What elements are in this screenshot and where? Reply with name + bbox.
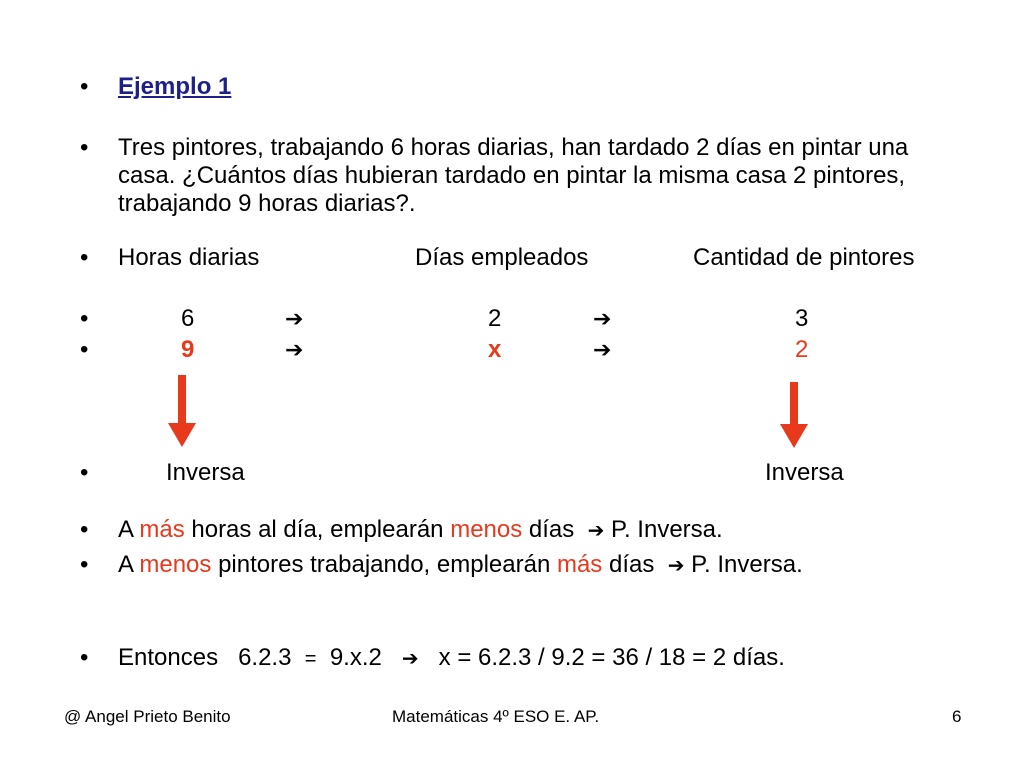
right-arrow-icon: ➔ — [593, 337, 612, 362]
bullet: • — [80, 336, 89, 363]
right-arrow-icon: ➔ — [401, 648, 419, 670]
row2-dias: x — [488, 336, 502, 363]
right-arrow-icon: ➔ — [593, 306, 612, 331]
problem-line-1: Tres pintores, trabajando 6 horas diarias, han tardado 2 días en pintar una — [118, 134, 909, 161]
conclusion-result: x = 6.2.3 / 9.2 = 36 / 18 = 2 días. — [438, 644, 785, 671]
bullet: • — [80, 644, 89, 671]
right-arrow-icon: ➔ — [285, 306, 304, 331]
row2-pintores: 2 — [795, 336, 809, 363]
down-arrow-icon — [168, 375, 196, 447]
footer-author: @ Angel Prieto Benito — [64, 707, 231, 726]
slide-title: Ejemplo 1 — [118, 73, 232, 100]
row1-dias: 2 — [488, 305, 502, 332]
bullet: • — [80, 551, 89, 578]
problem-line-3: trabajando 9 horas diarias?. — [118, 190, 416, 217]
bullet: • — [80, 244, 89, 271]
reason-text: días — [602, 551, 655, 578]
reason-text: A — [118, 516, 140, 543]
reason-text: A — [118, 551, 140, 578]
problem-line-2: casa. ¿Cuántos días hubieran tardado en pintar la misma casa 2 pintores, — [118, 162, 906, 189]
reason-keyword: menos — [450, 516, 523, 543]
bullet: • — [80, 73, 89, 100]
row1-horas: 6 — [181, 305, 195, 332]
header-dias: Días empleados — [415, 244, 589, 271]
reason-text: pintores trabajando, emplearán — [211, 551, 557, 578]
right-arrow-icon: ➔ — [285, 337, 304, 362]
reason-1 — [118, 516, 723, 545]
row1-pintores: 3 — [795, 305, 809, 332]
reason-keyword: menos — [139, 551, 212, 578]
inverse-label-left: Inversa — [166, 459, 245, 486]
reason-text: horas al día, emplearán — [184, 516, 451, 543]
bullet: • — [80, 459, 89, 486]
footer-page-number: 6 — [952, 707, 962, 726]
inverse-label-right: Inversa — [765, 459, 844, 486]
conclusion-text: Entonces 6.2.3 — [118, 644, 292, 671]
right-arrow-icon: ➔ — [587, 520, 605, 542]
bullet: • — [80, 305, 89, 332]
conclusion — [118, 644, 785, 673]
reason-text: P. Inversa. — [604, 516, 723, 543]
right-arrow-icon: ➔ — [667, 555, 685, 577]
reason-keyword: más — [139, 516, 185, 543]
bullet: • — [80, 134, 89, 161]
conclusion-text: 9.x.2 — [329, 644, 382, 671]
reason-2 — [118, 551, 803, 580]
reason-keyword: más — [556, 551, 603, 578]
down-arrow-icon — [780, 382, 808, 448]
header-pintores: Cantidad de pintores — [693, 244, 915, 271]
equals-sign: = — [304, 648, 317, 670]
header-horas: Horas diarias — [118, 244, 260, 271]
reason-text: días — [522, 516, 575, 543]
footer-course: Matemáticas 4º ESO E. AP. — [392, 707, 600, 726]
bullet: • — [80, 516, 89, 543]
reason-text: P. Inversa. — [684, 551, 803, 578]
row2-horas: 9 — [181, 336, 195, 363]
